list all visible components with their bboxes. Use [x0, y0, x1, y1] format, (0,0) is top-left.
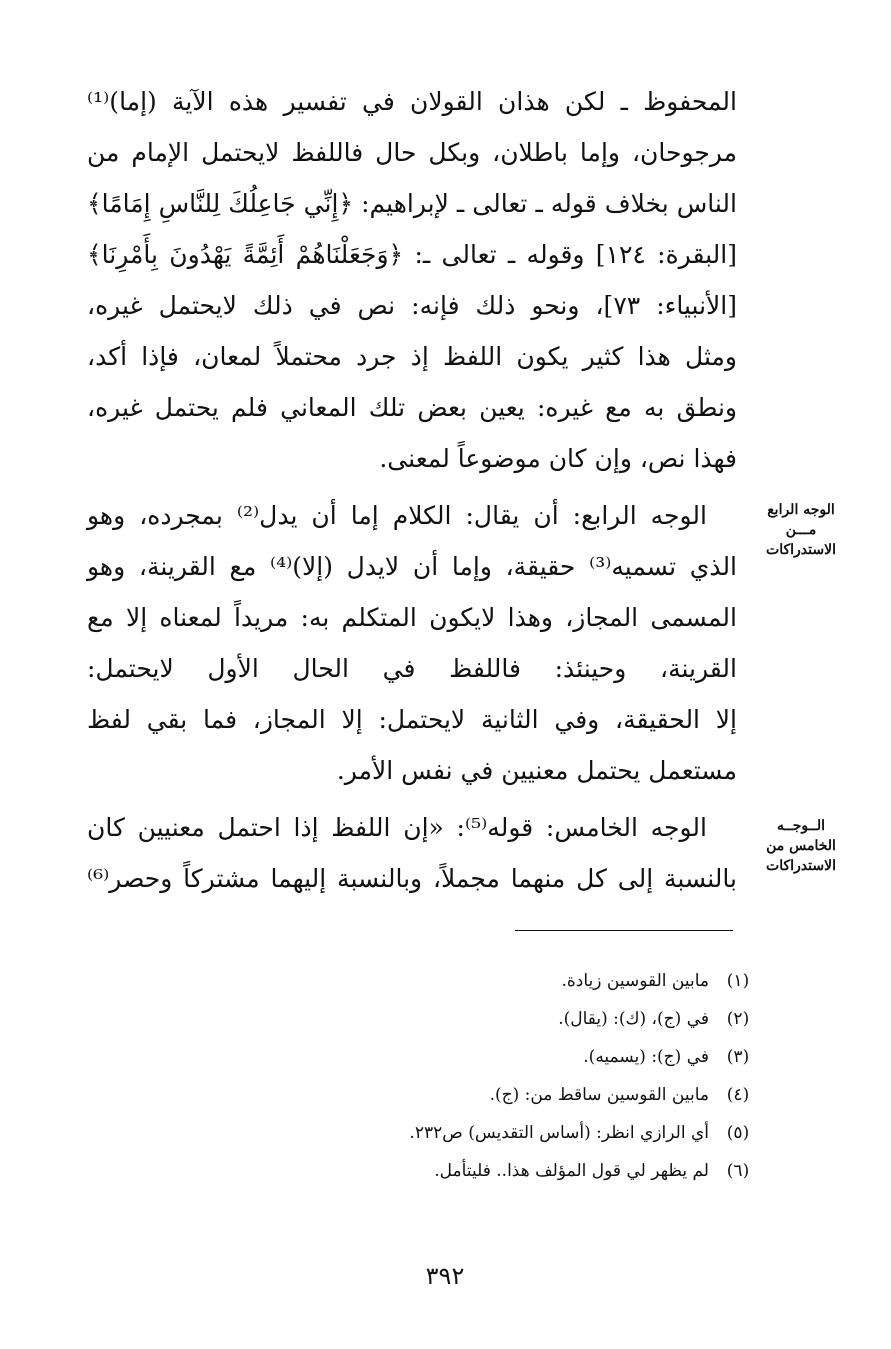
body-line: القرينة، وحينئذ: فاللفظ في الحال الأول لايحتمل: — [87, 654, 737, 683]
body-line: فهذا نص، وإن كان موضوعاً لمعنى. — [379, 444, 737, 473]
footnote — [409, 1118, 753, 1150]
body-line: [الأنبياء: ٧٣]، ونحو ذلك فإنه: نص في ذلك لايحتمل غيره، — [87, 291, 737, 320]
footnote-text: مابين القوسين زيادة. — [561, 971, 709, 991]
footnote-number: (٤) — [726, 1085, 750, 1105]
body-line: بالنسبة إلى كل منهما مجملاً، وبالنسبة إليهما مشتركاً وحصر⁽⁶⁾ — [87, 864, 737, 893]
margin-note-line: الاستدراكات — [766, 858, 836, 874]
body-line: إلا الحقيقة، وفي الثانية لايحتمل: إلا المجاز، فما بقي لفظ — [87, 705, 737, 734]
page-number: ٣٩٢ — [425, 1262, 465, 1290]
footnote — [434, 1156, 753, 1188]
footnote-text: في (ج): (يسميه). — [583, 1047, 709, 1067]
margin-note-line: الاستدراكات — [766, 542, 836, 558]
footnote — [562, 966, 754, 998]
body-line: مستعمل يحتمل معنيين في نفس الأمر. — [336, 756, 737, 785]
body-line: الوجه الرابع: أن يقال: الكلام إما أن يدل⁽²⁾ بمجرده، وهو — [87, 501, 707, 530]
margin-note-line: مـــن — [785, 522, 817, 538]
footnote-divider — [515, 930, 733, 931]
footnote-number: (٣) — [726, 1047, 750, 1067]
body-line: المحفوظ ـ لكن هذان القولان في تفسير هذه الآية (إما)⁽¹⁾ — [87, 87, 737, 116]
body-line: الوجه الخامس: قوله⁽⁵⁾: «إن اللفظ إذا احتمل معنيين كان — [87, 813, 707, 842]
margin-note — [756, 500, 846, 560]
body-line: ونطق به مع غيره: يعين بعض تلك المعاني فلم يحتمل غيره، — [87, 393, 737, 422]
footnote — [490, 1080, 753, 1112]
margin-note-line: الخامس من — [766, 838, 836, 854]
body-line: الذي تسميه⁽³⁾ حقيقة، وإما أن لايدل (إلا)⁽⁴⁾ مع القرينة، وهو — [87, 552, 738, 581]
margin-note-line: الوجه الرابع — [767, 502, 835, 518]
body-line: [البقرة: ١٢٤] وقوله ـ تعالى ـ: ﴿وَجَعَلْنَاهُمْ أَئِمَّةً يَهْدُونَ بِأَمْرِنَا﴾ — [87, 240, 737, 269]
body-line: المسمى المجاز، وهذا لايكون المتكلم به: مريداً لمعناه إلا مع — [87, 603, 737, 632]
footnote — [583, 1042, 753, 1074]
margin-note-line: الــوجــه — [777, 818, 825, 834]
footnote-text: أي الرازي انظر: (أساس التقديس) ص٢٣٢. — [409, 1123, 709, 1143]
footnote-text: مابين القوسين ساقط من: (ج). — [489, 1085, 709, 1105]
footnote-number: (٢) — [726, 1009, 750, 1029]
margin-note — [756, 816, 846, 876]
footnote-number: (١) — [726, 971, 750, 991]
body-line: الناس بخلاف قوله ـ تعالى ـ لإبراهيم: ﴿إِنِّي جَاعِلُكَ لِلنَّاسِ إِمَامًا﴾ — [87, 189, 737, 218]
footnote-number: (٥) — [726, 1123, 750, 1143]
footnote-text: لم يظهر لي قول المؤلف هذا.. فليتأمل. — [434, 1161, 709, 1181]
body-line: مرجوحان، وإما باطلان، وبكل حال فاللفظ لايحتمل الإمام من — [87, 138, 737, 167]
footnote — [558, 1004, 753, 1036]
footnote-number: (٦) — [726, 1161, 750, 1181]
body-line: ومثل هذا كثير يكون اللفظ إذ جرد محتملاً لمعان، فإذا أكد، — [87, 342, 737, 371]
footnote-text: في (ج)، (ك): (يقال). — [558, 1009, 709, 1029]
